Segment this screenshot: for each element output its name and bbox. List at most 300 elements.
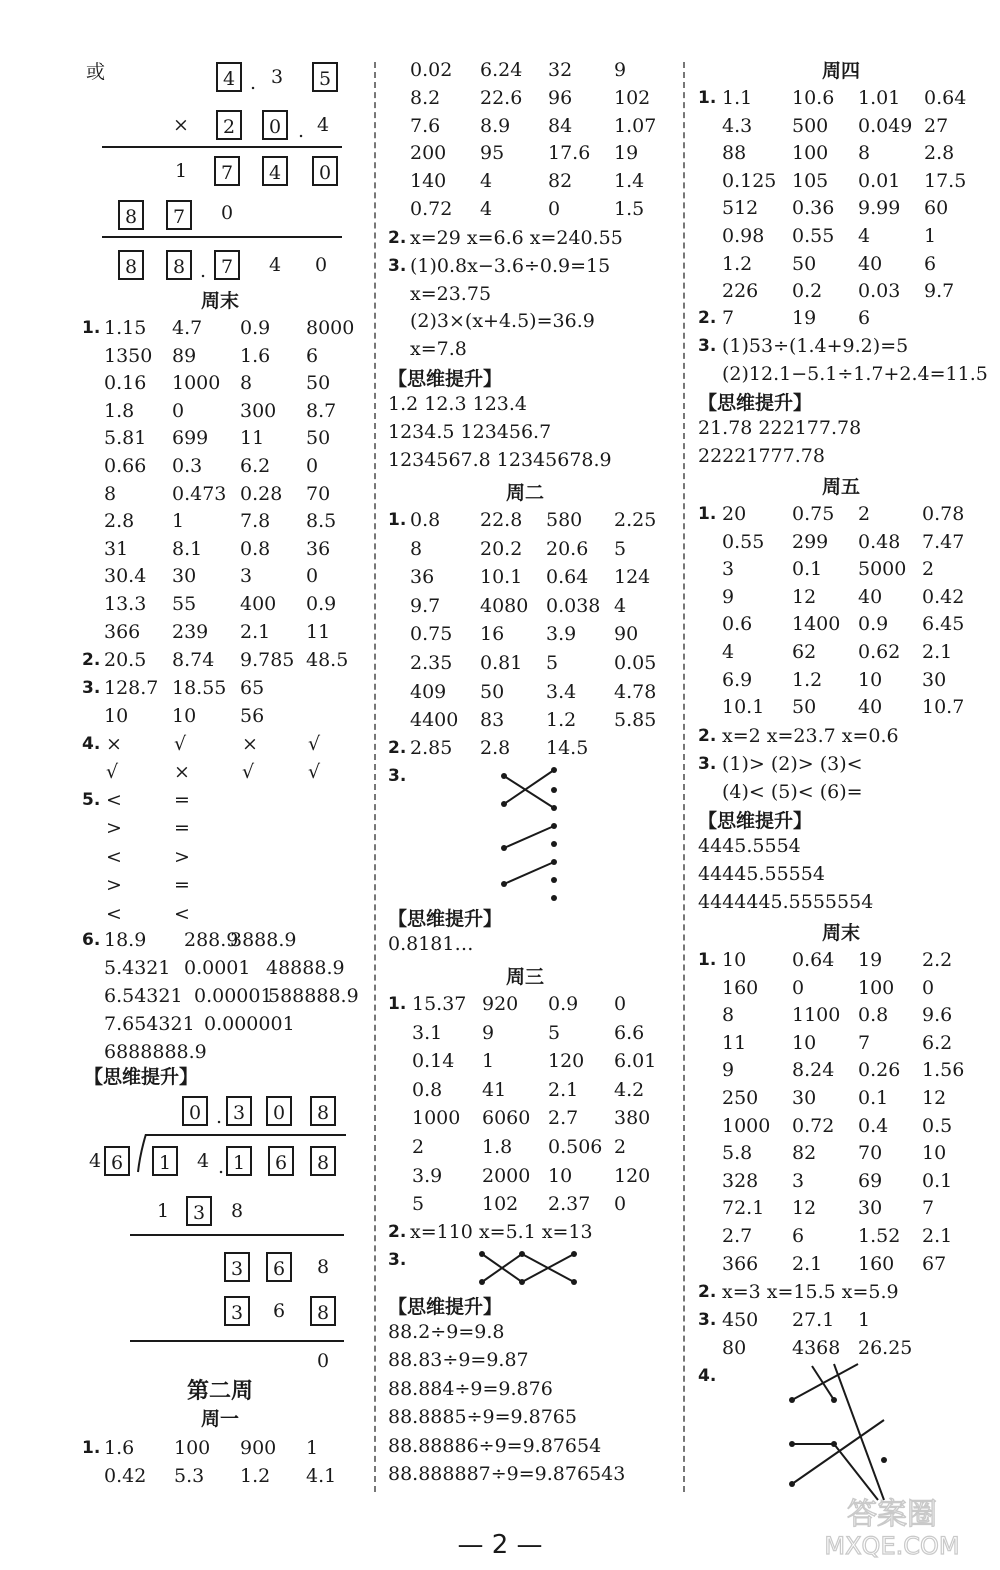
table-cell: 82 (548, 170, 573, 193)
pattern-line: 21.78 222177.78 (698, 417, 862, 439)
table-cell: 50 (792, 252, 817, 275)
div-box: 3 (226, 1096, 252, 1126)
div-digit: 8 (230, 1200, 244, 1222)
matching-diagram-wednesday (474, 1248, 584, 1288)
table-cell: 9.785 (240, 649, 295, 671)
table-cell: 5.3 (174, 1465, 205, 1487)
table-cell: 82 (792, 1142, 817, 1165)
thinking-title: 【思维提升】 (388, 908, 503, 930)
section-title-tuesday: 周二 (505, 482, 544, 504)
table-cell: 3.9 (546, 623, 577, 646)
table-cell: 2.1 (240, 620, 271, 643)
table-cell: 3.9 (412, 1164, 443, 1187)
thinking-title: 【思维提升】 (388, 368, 503, 390)
table-cell: 31 (104, 537, 129, 560)
table-cell: 580 (546, 509, 583, 531)
table-cell: 102 (614, 86, 651, 109)
table-cell: 9.6 (922, 1004, 953, 1027)
table-cell: 90 (614, 623, 639, 646)
equation-line: (1)0.8x−3.6÷0.9=15 (410, 255, 611, 277)
table-cell: < (174, 902, 190, 925)
table-cell: 8.5 (306, 510, 337, 533)
matching-diagram-weekend (784, 1360, 894, 1510)
table-cell: 50 (792, 696, 817, 719)
table-cell: 11 (722, 1031, 747, 1054)
table-cell: 4.1 (306, 1465, 337, 1487)
table-cell: 40 (858, 252, 883, 275)
table-cell: 0 (792, 976, 805, 999)
table-cell: 2.8 (104, 510, 135, 533)
table-cell: 95 (480, 142, 505, 165)
equation-line: (1)53÷(1.4+9.2)=5 (722, 335, 909, 357)
mult-rule (102, 236, 342, 238)
table-cell: 6.6 (614, 1021, 645, 1044)
table-cell: 1.52 (858, 1225, 901, 1247)
table-cell: 5.85 (614, 709, 657, 732)
question-number: 1. (698, 88, 717, 108)
table-cell: 288.9 (184, 929, 239, 951)
pattern-line: 88.884÷9=9.876 (388, 1377, 553, 1400)
table-cell: 1.6 (240, 344, 271, 367)
table-cell: 0.125 (722, 169, 777, 192)
table-cell: 2.37 (548, 1193, 591, 1216)
table-cell: 3 (792, 1169, 805, 1192)
div-box: 6 (268, 1146, 294, 1176)
table-cell: 30.4 (104, 565, 147, 588)
table-cell: 2.1 (548, 1078, 579, 1101)
div-box: 6 (266, 1252, 292, 1282)
table-cell: 9 (722, 1059, 735, 1082)
table-cell: 4 (480, 198, 493, 220)
or-label: 或 (86, 61, 106, 83)
table-cell: 7 (858, 1031, 871, 1054)
mult-box: 8 (118, 250, 144, 280)
table-cell: 2.2 (922, 949, 953, 971)
table-cell: 0.62 (858, 641, 901, 663)
table-cell: 900 (240, 1437, 277, 1459)
matching-diagram-tuesday (490, 764, 570, 904)
svg-text:答案圈: 答案圈 (847, 1497, 937, 1532)
equation-line: x=3 x=15.5 x=5.9 (722, 1281, 899, 1303)
table-cell: 80 (722, 1337, 747, 1359)
pattern-line: 1.2 12.3 123.4 (388, 393, 527, 415)
question-number: 2. (698, 1282, 717, 1302)
equation-line: x=7.8 (410, 337, 467, 360)
table-cell: 12 (792, 1197, 817, 1220)
thinking-title: 【思维提升】 (698, 810, 813, 832)
pattern-line: 88.83÷9=9.87 (388, 1349, 529, 1372)
mult-box: 4 (262, 156, 288, 186)
table-cell: 27 (924, 114, 949, 137)
pattern-line: 1234.5 123456.7 (388, 421, 552, 443)
table-cell: 70 (306, 482, 331, 505)
table-cell: 0.26 (858, 1059, 901, 1082)
pattern-line: 88.8885÷9=9.8765 (388, 1406, 577, 1429)
table-cell: 0 (614, 993, 627, 1015)
table-cell: 1100 (792, 1004, 841, 1027)
table-cell: 30 (858, 1197, 883, 1220)
table-cell: 0.64 (924, 87, 967, 109)
table-cell: 6.54321 (104, 985, 183, 1007)
table-cell: 50 (306, 372, 331, 395)
table-cell: 5000 (858, 558, 907, 581)
table-cell: 0 (306, 565, 319, 588)
table-cell: 2.25 (614, 509, 657, 531)
question-number: 5. (82, 790, 101, 810)
equation-line: (4)< (5)< (6)= (722, 781, 863, 803)
thinking-title: 【思维提升】 (698, 392, 813, 414)
table-cell: 3888.9 (230, 929, 297, 951)
table-cell: 7.47 (922, 530, 965, 553)
table-cell: 0.0001 (184, 957, 251, 979)
table-cell: 0 (614, 1193, 627, 1216)
table-cell: 1.07 (614, 114, 657, 137)
section-title-monday: 周一 (200, 1408, 239, 1430)
table-cell: 2.8 (924, 142, 955, 165)
table-cell: 4400 (410, 709, 459, 732)
table-cell: 30 (172, 565, 197, 588)
table-cell: 0.4 (858, 1114, 889, 1137)
table-cell: 17.5 (924, 169, 967, 192)
table-cell: 5.81 (104, 427, 147, 450)
div-digit: 4 (196, 1150, 210, 1172)
table-cell: 19 (614, 142, 639, 165)
table-cell: 7.654321 (104, 1013, 195, 1035)
table-cell: 30 (922, 668, 947, 691)
question-number: 3. (698, 336, 717, 356)
table-cell: 10 (922, 1142, 947, 1165)
table-cell: × (242, 733, 258, 755)
question-number: 1. (82, 318, 101, 338)
div-box: 1 (152, 1146, 178, 1176)
table-cell: 2.7 (548, 1107, 579, 1130)
table-cell: 0.2 (792, 280, 823, 303)
table-cell: 105 (792, 169, 829, 192)
mult-box: 8 (118, 200, 144, 230)
pattern-line: 88.888887÷9=9.876543 (388, 1463, 626, 1485)
table-cell: 0.02 (410, 59, 453, 81)
table-cell: 5 (548, 1021, 561, 1044)
table-cell: 6.24 (480, 59, 523, 81)
question-number: 2. (388, 1222, 407, 1242)
table-cell: 2 (614, 1136, 627, 1158)
table-cell: 0.03 (858, 280, 901, 303)
table-cell: 4 (858, 225, 871, 247)
table-cell: 8 (240, 372, 253, 395)
div-box: 0 (266, 1096, 292, 1126)
question-number: 1. (388, 994, 407, 1014)
table-cell: √ (308, 761, 321, 783)
table-cell: 22.6 (480, 86, 523, 109)
table-cell: 5 (546, 652, 559, 674)
table-cell: 588888.9 (268, 985, 359, 1007)
table-cell: 6.2 (922, 1031, 953, 1054)
table-cell: √ (106, 761, 119, 783)
table-cell: 0.66 (104, 455, 147, 477)
table-cell: 0.8 (240, 537, 271, 560)
table-cell: 4.3 (722, 114, 753, 137)
table-cell: 0.14 (412, 1050, 455, 1073)
table-cell: 5.8 (722, 1142, 753, 1165)
table-cell: 120 (548, 1050, 585, 1073)
question-number: 3. (388, 256, 407, 276)
table-cell: 1350 (104, 344, 153, 367)
question-number: 1. (388, 510, 407, 530)
table-cell: 7.6 (410, 114, 441, 137)
table-cell: 70 (858, 1142, 883, 1165)
div-box: 0 (182, 1096, 208, 1126)
table-cell: 56 (240, 705, 265, 727)
table-cell: 920 (482, 993, 519, 1015)
table-cell: 4080 (480, 594, 529, 617)
table-cell: 17.6 (548, 142, 591, 165)
table-cell: 0.75 (410, 623, 453, 646)
question-number: 3. (388, 766, 407, 786)
table-cell: 1.56 (922, 1059, 965, 1082)
table-cell: 9 (722, 585, 735, 608)
mult-digit: . (249, 72, 257, 94)
question-number: 3. (388, 1250, 407, 1270)
mult-box: 8 (166, 250, 192, 280)
div-box: 8 (310, 1296, 336, 1326)
table-cell: 8.1 (172, 537, 203, 560)
table-cell: 4 (722, 641, 735, 663)
table-cell: 11 (240, 427, 265, 450)
table-cell: 366 (104, 620, 141, 643)
table-cell: 1400 (792, 613, 841, 636)
table-cell: √ (308, 733, 321, 755)
table-cell: 0.9 (306, 593, 337, 615)
pattern-line: 4445.5554 (698, 835, 801, 857)
table-cell: 0.55 (792, 225, 835, 247)
table-cell: 6.2 (240, 455, 271, 477)
table-cell: 0.98 (722, 225, 765, 247)
table-cell: 4.2 (614, 1078, 645, 1101)
table-cell: 226 (722, 280, 759, 303)
column-divider-left (374, 62, 376, 1492)
table-cell: 128.7 (104, 677, 159, 699)
table-cell: 1.2 (792, 668, 823, 691)
table-cell: 0.05 (614, 652, 657, 674)
mult-box: 7 (166, 200, 192, 230)
table-cell: 8000 (306, 317, 355, 339)
div-box: 8 (310, 1096, 336, 1126)
table-cell: 100 (174, 1437, 211, 1459)
table-cell: 124 (614, 566, 651, 589)
question-number: 2. (388, 738, 407, 758)
table-cell: 0.5 (922, 1114, 953, 1137)
table-cell: 36 (410, 566, 435, 589)
table-cell: 0.1 (858, 1087, 889, 1109)
table-cell: 14.5 (546, 737, 589, 759)
table-cell: 8 (410, 537, 423, 560)
pattern-line: 88.88886÷9=9.87654 (388, 1434, 602, 1457)
table-cell: 7 (722, 307, 735, 329)
table-cell: 69 (858, 1169, 883, 1192)
section-title-weekend: 周末 (200, 290, 239, 312)
table-cell: 0.8 (412, 1078, 443, 1101)
table-cell: 8.7 (306, 399, 337, 422)
table-cell: 18.9 (104, 929, 147, 951)
table-cell: 1000 (412, 1107, 461, 1130)
table-cell: 160 (722, 976, 759, 999)
mult-digit: 1 (174, 160, 188, 182)
table-cell: 366 (722, 1252, 759, 1275)
table-cell: 4.78 (614, 680, 657, 703)
table-cell: 0 (306, 455, 319, 477)
mult-box: 7 (214, 250, 240, 280)
table-cell: 0.3 (172, 455, 203, 477)
question-number: 4. (698, 1366, 717, 1386)
question-number: 1. (698, 504, 717, 524)
table-cell: 9.99 (858, 197, 901, 220)
pattern-line: 1234567.8 12345678.9 (388, 449, 612, 471)
table-cell: 3.4 (546, 680, 577, 703)
table-cell: 0.01 (858, 169, 901, 192)
table-cell: × (106, 733, 122, 755)
pattern-line: 44445.55554 (698, 863, 825, 885)
equation-line: x=2 x=23.7 x=0.6 (722, 725, 899, 747)
thinking-title: 【思维提升】 (84, 1066, 199, 1088)
table-cell: 96 (548, 86, 573, 109)
pattern-line: 88.2÷9=9.8 (388, 1321, 505, 1343)
table-cell: 10 (722, 949, 747, 971)
table-cell: 160 (858, 1252, 895, 1275)
table-cell: 6 (792, 1225, 805, 1247)
table-cell: 1.8 (104, 399, 135, 422)
table-cell: 84 (548, 114, 573, 137)
table-cell: 26.25 (858, 1337, 913, 1359)
table-cell: = (174, 874, 190, 897)
table-cell: 512 (722, 197, 759, 220)
table-cell: 5.4321 (104, 957, 171, 979)
table-cell: 0.8 (410, 509, 441, 531)
table-cell: 10 (104, 705, 129, 727)
table-cell: 2.1 (792, 1252, 823, 1275)
div-digit: . (215, 1106, 223, 1128)
table-cell: 10 (548, 1164, 573, 1187)
div-box: 3 (224, 1252, 250, 1282)
table-cell: 8 (722, 1004, 735, 1027)
table-cell: √ (174, 733, 187, 755)
table-cell: < (106, 789, 122, 811)
table-cell: 19 (858, 949, 883, 971)
table-cell: 1000 (172, 372, 221, 395)
table-cell: 0.55 (722, 530, 765, 553)
table-cell: 1.5 (614, 198, 645, 220)
mult-digit: 4 (268, 254, 282, 276)
table-cell: 1.01 (858, 87, 901, 109)
table-cell: 6 (924, 252, 937, 275)
table-cell: 200 (410, 142, 447, 165)
table-cell: 0.42 (922, 585, 965, 608)
div-digit: 1 (156, 1200, 170, 1222)
table-cell: 239 (172, 620, 209, 643)
table-cell: 1.8 (482, 1136, 513, 1158)
table-cell: 0.473 (172, 482, 227, 505)
pattern-line: 4444445.5555554 (698, 891, 874, 913)
table-cell: 6888888.9 (104, 1041, 207, 1063)
table-cell: 1.2 (240, 1465, 271, 1487)
table-cell: 2.85 (410, 737, 453, 759)
table-cell: 0.64 (546, 566, 589, 589)
table-cell: 1.2 (546, 709, 577, 732)
question-number: 3. (698, 754, 717, 774)
table-cell: 0.72 (792, 1114, 835, 1137)
table-cell: 1 (482, 1050, 495, 1073)
table-cell: 12 (792, 585, 817, 608)
table-cell: 8.24 (792, 1059, 835, 1082)
section-title-thursday: 周四 (821, 60, 860, 82)
times-sign: × (173, 114, 189, 136)
question-number: 2. (82, 650, 101, 670)
question-number: 2. (698, 308, 717, 328)
table-cell: 0 (922, 976, 935, 999)
mult-box: 2 (216, 110, 242, 140)
table-cell: 0 (548, 198, 561, 220)
table-cell: 102 (482, 1193, 519, 1216)
table-cell: 0 (172, 399, 185, 422)
table-cell: 50 (306, 427, 331, 450)
table-cell: 328 (722, 1169, 759, 1192)
question-number: 2. (388, 228, 407, 248)
table-cell: 1 (306, 1437, 319, 1459)
table-cell: 89 (172, 344, 197, 367)
mult-rule (102, 146, 342, 148)
table-cell: 7 (922, 1197, 935, 1220)
equation-line: (2)3×(x+4.5)=36.9 (410, 310, 595, 333)
table-cell: 6.01 (614, 1050, 657, 1073)
table-cell: 0.8 (858, 1004, 889, 1027)
table-cell: × (174, 761, 190, 783)
thinking-title: 【思维提升】 (388, 1296, 503, 1318)
table-cell: 0.00001 (194, 985, 273, 1007)
mult-digit: 0 (220, 202, 234, 224)
table-cell: 20.2 (480, 537, 523, 560)
pattern-line: 0.8181… (388, 933, 474, 955)
table-cell: 10.1 (722, 696, 765, 719)
table-cell: 65 (240, 677, 265, 699)
table-cell: 9.7 (924, 280, 955, 303)
table-cell: 10.1 (480, 566, 523, 589)
table-cell: 67 (922, 1252, 947, 1275)
table-cell: 12 (922, 1087, 947, 1109)
table-cell: 450 (722, 1309, 759, 1331)
table-cell: 4 (480, 170, 493, 193)
table-cell: 3 (240, 565, 253, 588)
table-cell: > (106, 817, 122, 840)
table-cell: 6 (858, 307, 871, 329)
table-cell: 0.9 (858, 613, 889, 636)
table-cell: 19 (792, 307, 817, 329)
mult-box: 0 (312, 156, 338, 186)
table-cell: 0.16 (104, 372, 147, 395)
table-cell: 9 (482, 1021, 495, 1044)
mult-box: 5 (312, 62, 338, 92)
table-cell: 7.8 (240, 510, 271, 533)
table-cell: 10 (172, 705, 197, 727)
table-cell: 1.15 (104, 317, 147, 339)
table-cell: 0.75 (792, 503, 835, 525)
div-box: 3 (224, 1296, 250, 1326)
table-cell: 1 (858, 1309, 871, 1331)
table-cell: 0.506 (548, 1136, 603, 1158)
table-cell: 699 (172, 427, 209, 450)
table-cell: 1.4 (614, 170, 645, 193)
equation-line: x=110 x=5.1 x=13 (410, 1221, 593, 1243)
table-cell: 20.5 (104, 649, 147, 671)
table-cell: 299 (792, 530, 829, 553)
